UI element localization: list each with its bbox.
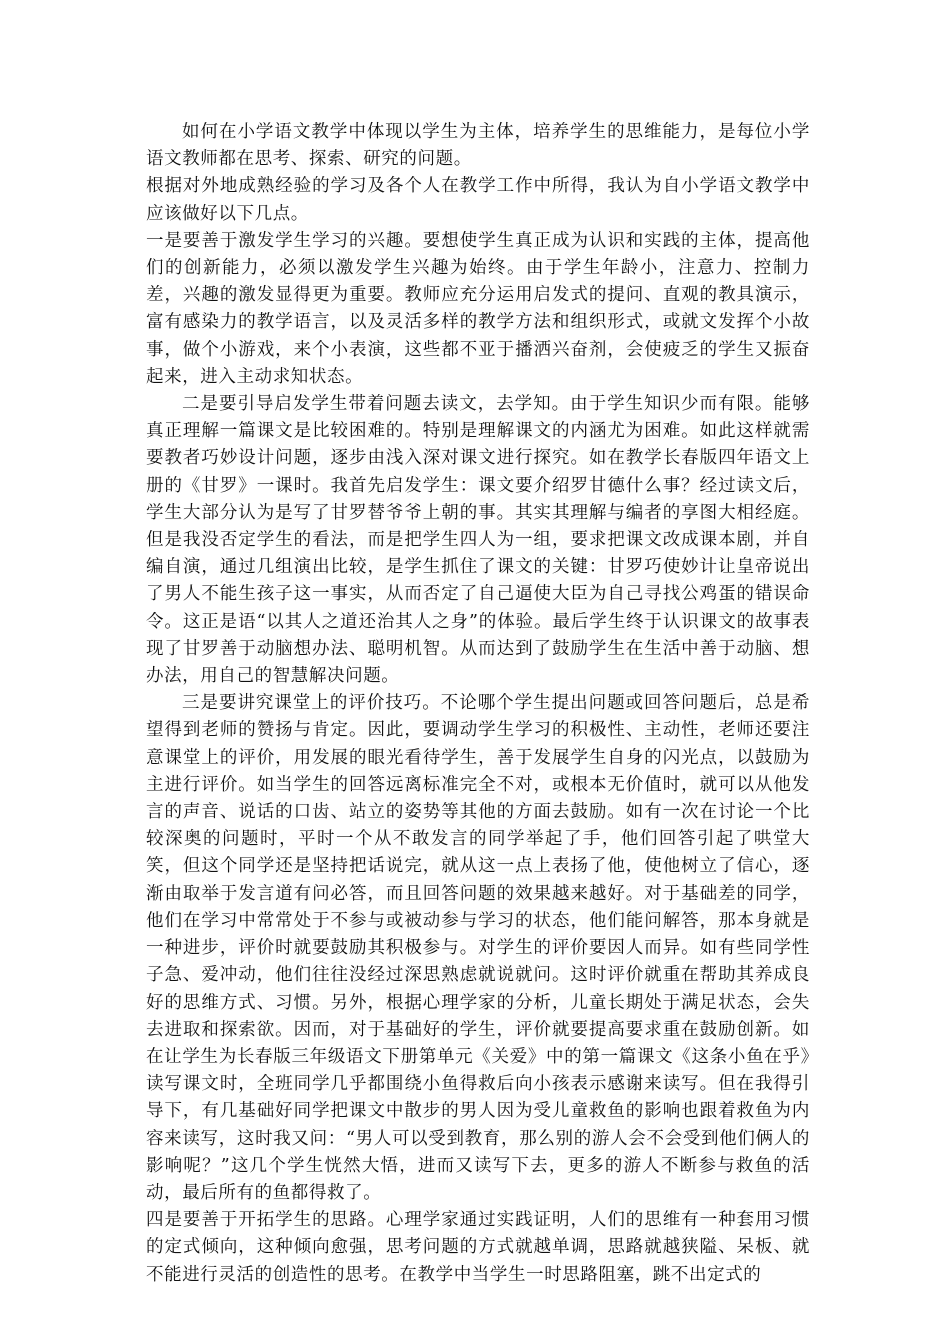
- document-body: [146, 119, 810, 1289]
- paragraph-point-two: 二是要引导启发学生带着问题去读文，去学知。由于学生知识少而有限。能够真正理解一篇课文是比较困难的。特别是理解课文的内涵尤为困难。如此这样就需要教者巧妙设计问题，逐步由浅入深对课文进行探究。如在教学长春版四年语文上册的《甘罗》一课时。我首先启发学生：课文要介绍罗甘德什么事？经过读文后，学生大部分认为是写了甘罗替爷爷上朝的事。其实其理解与编者的享图大相经庭。但是我没否定学生的看法，而是把学生四人为一组，要求把课文改成课本剧，并自编自演，通过几组演出比较，是学生抓住了课文的关键：甘罗巧使妙计让皇帝说出了男人不能生孩子这一事实，从而否定了自己逼使大臣为自己寻找公鸡蛋的错误命令。这正是语“以其人之道还治其人之身”的体验。最后学生终于认识课文的故事表现了甘罗善于动脑想办法、聪明机智。从而达到了鼓励学生在生活中善于动脑、想办法，用自己的智慧解决问题。: [146, 394, 810, 687]
- paragraph-point-one: 一是要善于激发学生学习的兴趣。要想使学生真正成为认识和实践的主体，提高他们的创新能力，必须以激发学生兴趣为始终。由于学生年龄小，注意力、控制力差，兴趣的激发显得更为重要。教师应充分运用启发式的提问、直观的教具演示，富有感染力的教学语言，以及灵活多样的教学方法和组织形式，或就文发挥个小故事，做个小游戏，来个小表演，这些都不亚于播洒兴奋剂，会使疲乏的学生又振奋起来，进入主动求知状态。: [146, 230, 810, 387]
- paragraph-overview: 根据对外地成熟经验的学习及各个人在教学工作中所得，我认为自小学语文教学中应该做好以下几点。: [146, 176, 810, 224]
- paragraph-point-three: 三是要讲究课堂上的评价技巧。不论哪个学生提出问题或回答问题后，总是希望得到老师的赞扬与肯定。因此，要调动学生学习的积极性、主动性，老师还要注意课堂上的评价，用发展的眼光看待学生，善于发展学生自身的闪光点，以鼓励为主进行评价。如当学生的回答远离标准完全不对，或根本无价值时，就可以从他发言的声音、说话的口齿、站立的姿势等其他的方面去鼓励。如有一次在讨论一个比较深奥的问题时，平时一个从不敢发言的同学举起了手，他们回答引起了哄堂大笑，但这个同学还是坚持把话说完，就从这一点上表扬了他，使他树立了信心，逐渐由取举于发言道有问必答，而且回答问题的效果越来越好。对于基础差的同学，他们在学习中常常处于不参与或被动参与学习的状态，他们能问解答，那本身就是一种进步，评价时就要鼓励其积极参与。对学生的评价要因人而异。如有些同学性子急、爱冲动，他们往往没经过深思熟虑就说就问。这时评价就重在帮助其养成良好的思维方式、习惯。另外，根据心理学家的分析，儿童长期处于满足状态，会失去进取和探索欲。因而，对于基础好的学生，评价就要提高要求重在鼓励创新。如在让学生为长春版三年级语文下册第单元《关爱》中的第一篇课文《这条小鱼在乎》读写课文时，全班同学几乎都围绕小鱼得救后向小孩表示感谢来读写。但在我得引导下，有几基础好同学把课文中散步的男人因为受儿童救鱼的影响也跟着救鱼为内容来读写，这时我又问：“男人可以受到教育，那么别的游人会不会受到他们俩人的影响呢？”这几个学生恍然大悟，进而又读写下去，更多的游人不断参与救鱼的活动，最后所有的鱼都得救了。: [146, 693, 810, 1203]
- paragraph-point-four: 四是要善于开拓学生的思路。心理学家通过实践证明，人们的思维有一种套用习惯的定式倾向，这种倾向愈强，思考问题的方式就越单调，思路就越狭隘、呆板、就不能进行灵活的创造性的思考。在教学中当学生一时思路阻塞，跳不出定式的: [146, 1210, 810, 1285]
- paragraph-intro: 如何在小学语文教学中体现以学生为主体，培养学生的思维能力，是每位小学语文教师都在思考、探索、研究的问题。: [146, 122, 810, 170]
